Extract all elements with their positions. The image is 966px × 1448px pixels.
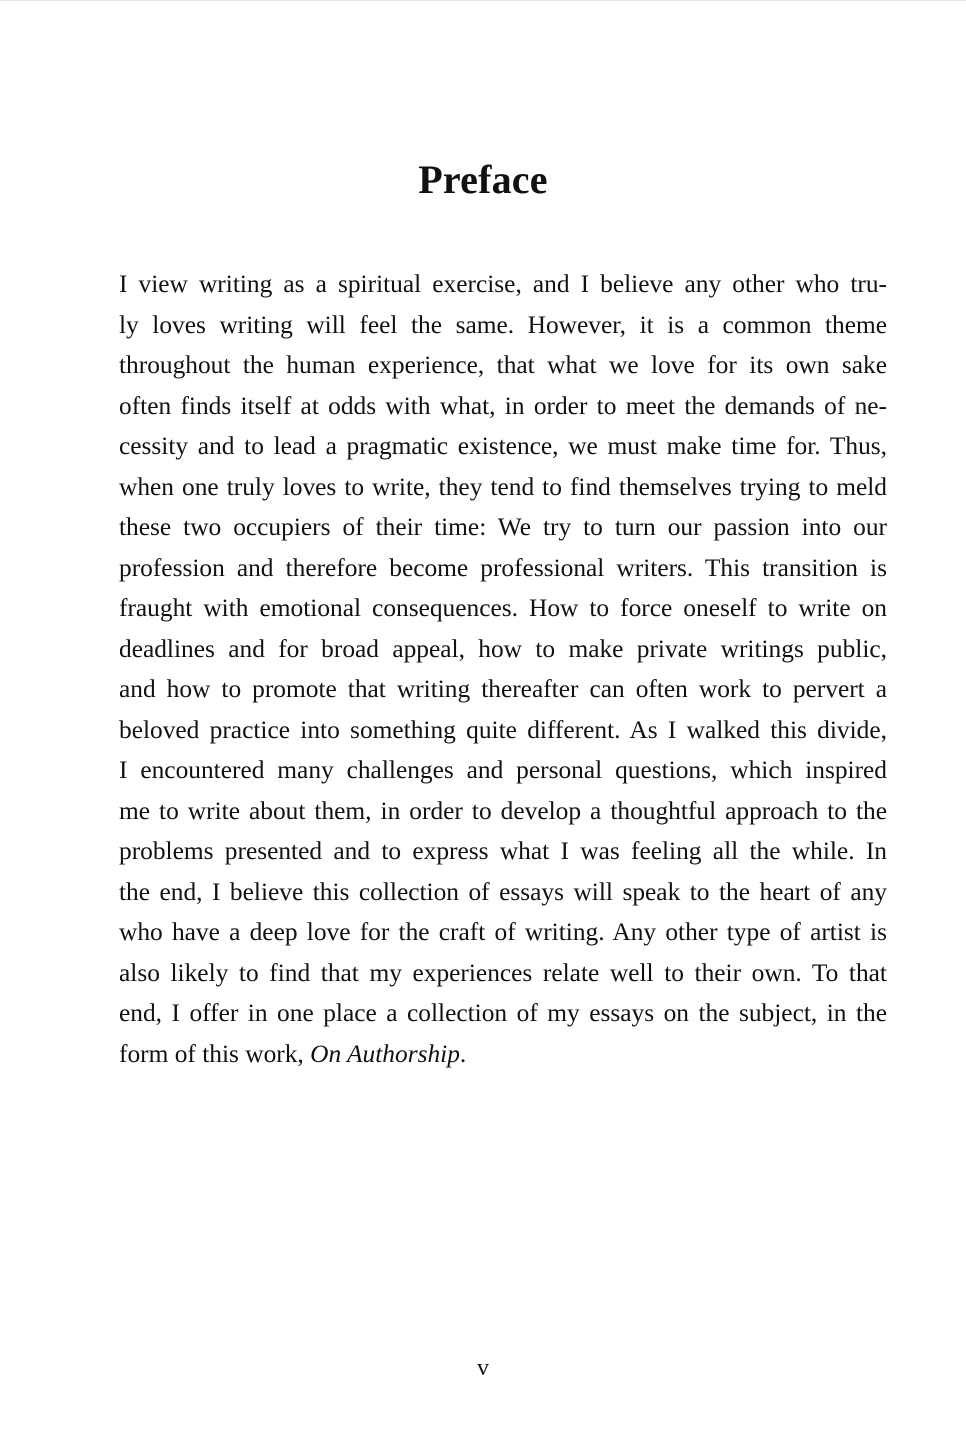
last-line-suffix: . xyxy=(459,1039,467,1068)
preface-paragraph xyxy=(119,264,887,1074)
paragraph-line: also likely to find that my experiences relate well to their own. To that xyxy=(119,958,887,987)
paragraph-line: problems presented and to express what I was feeling all the while. In xyxy=(119,837,887,865)
page-title: Preface xyxy=(418,157,548,202)
paragraph-last-line xyxy=(119,1034,887,1075)
paragraph-line: ly loves writing will feel the same. However, it is a common theme xyxy=(119,310,887,339)
paragraph-line: deadlines and for broad appeal, how to make private writings public, xyxy=(119,634,887,663)
paragraph-line: often finds itself at odds with what, in order to meet the demands of ne- xyxy=(119,391,887,420)
paragraph-line: these two occupiers of their time: We try to turn our passion into our xyxy=(119,513,887,541)
paragraph-line: profession and therefore become professional writers. This transition is xyxy=(119,553,887,582)
paragraph-line: I encountered many challenges and personal questions, which inspired xyxy=(119,756,887,784)
paragraph-line: cessity and to lead a pragmatic existence, we must make time for. Thus, xyxy=(119,432,887,460)
paragraph-line: beloved practice into something quite different. As I walked this divide, xyxy=(119,715,887,744)
paragraph-line: end, I offer in one place a collection of my essays on the subject, in the xyxy=(119,999,887,1027)
last-line-prefix: form of this work, xyxy=(119,1039,311,1068)
paragraph-line: I view writing as a spiritual exercise, and I believe any other who tru- xyxy=(119,270,887,298)
page-number: v xyxy=(477,1355,489,1381)
paragraph-line: and how to promote that writing thereafter can often work to pervert a xyxy=(119,675,887,703)
paragraph-line: throughout the human experience, that what we love for its own sake xyxy=(119,351,887,379)
paragraph-line: when one truly loves to write, they tend to find themselves trying to meld xyxy=(119,472,887,501)
paragraph-line: fraught with emotional consequences. How to force oneself to write on xyxy=(119,594,887,622)
paragraph-line: me to write about them, in order to develop a thoughtful approach to the xyxy=(119,796,887,825)
book-title-italic: On Authorship xyxy=(310,1039,460,1068)
paragraph-line: who have a deep love for the craft of writing. Any other type of artist is xyxy=(119,918,887,946)
paragraph-line: the end, I believe this collection of essays will speak to the heart of any xyxy=(119,877,887,906)
